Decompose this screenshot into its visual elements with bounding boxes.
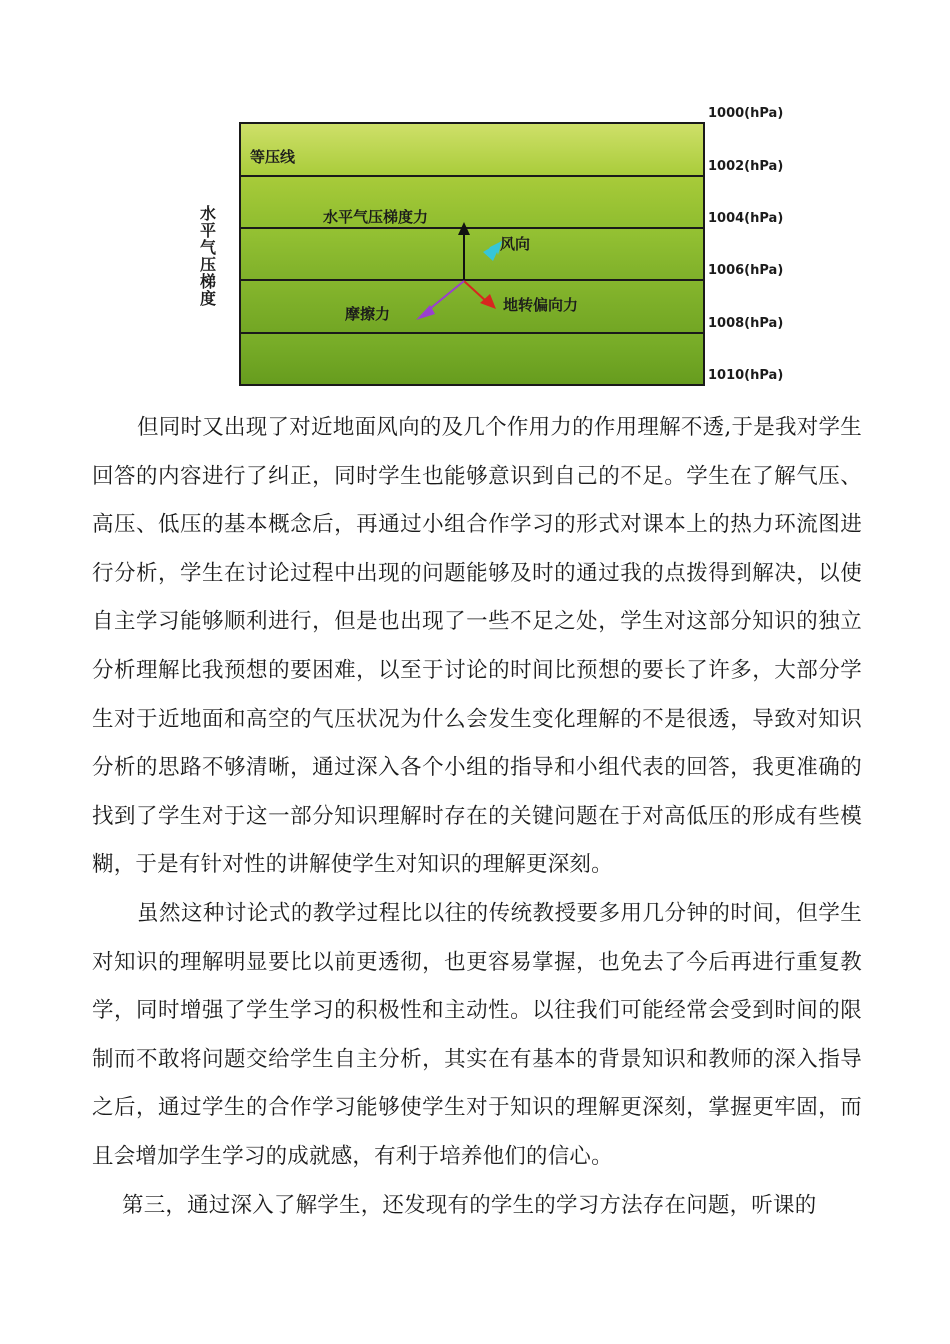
paragraph: 但同时又出现了对近地面风向的及几个作用力的作用理解不透,于是我对学生回答的内容进行了纠正，同时学生也能够意识到自己的不足。学生在了解气压、高压、低压的基本概念后，再通过小组合作学习的形式对课本上的热力环流图进行分析，学生在讨论过程中出现的问题能够及时的通过我的点拨得到解决，以使自主学习能够顺利进行，但是也出现了一些不足之处，学生对这部分知识的独立分析理解比我预想的要困难，以至于讨论的时间比预想的要长了许多，大部分学生对于近地面和高空的气压状况为什么会发生变化理解的不是很透，导致对知识分析的思路不够清晰，通过深入各个小组的指导和小组代表的回答，我更准确的找到了学生对于这一部分知识理解时存在的关键问题在于对高低压的形成有些模糊，于是有针对性的讲解使学生对知识的理解更深刻。 xyxy=(92,415,862,878)
pressure-gradient-diagram xyxy=(190,95,810,395)
isobar-band xyxy=(240,176,704,228)
isobar-band xyxy=(240,123,704,176)
paragraph: 虽然这种讨论式的教学过程比以往的传统教授要多用几分钟的时间，但学生对知识的理解明显要比以前更透彻，也更容易掌握，也免去了今后再进行重复教学，同时增强了学生学习的积极性和主动性。以往我们可能经常会受到时间的限制而不敢将问题交给学生自主分析，其实在有基本的背景知识和教师的深入指导之后，通过学生的合作学习能够使学生对于知识的理解更深刻，掌握更牢固，而且会增加学生学习的成就感，有利于培养他们的信心。 xyxy=(92,900,862,1169)
pressure-label: 1004(hPa) xyxy=(708,211,784,226)
pressure-label: 1002(hPa) xyxy=(708,159,784,174)
pressure-label: 1000(hPa) xyxy=(708,106,784,121)
friction-label: 摩擦力 xyxy=(345,305,391,323)
isobar-label: 等压线 xyxy=(250,148,296,166)
isobar-band xyxy=(240,333,704,385)
coriolis-label: 地转偏向力 xyxy=(503,296,579,314)
pgf-label: 水平气压梯度力 xyxy=(323,208,429,226)
vertical-axis-label: 水平气压梯度 xyxy=(199,204,216,308)
body-text xyxy=(92,404,862,1230)
isobar-band xyxy=(240,228,704,280)
pressure-label: 1006(hPa) xyxy=(708,263,784,278)
paragraph: 第三，通过深入了解学生，还发现有的学生的学习方法存在问题，听课的 xyxy=(122,1192,817,1218)
wind-label: 风向 xyxy=(500,235,531,253)
pressure-label: 1008(hPa) xyxy=(708,316,784,331)
pressure-label: 1010(hPa) xyxy=(708,368,784,383)
